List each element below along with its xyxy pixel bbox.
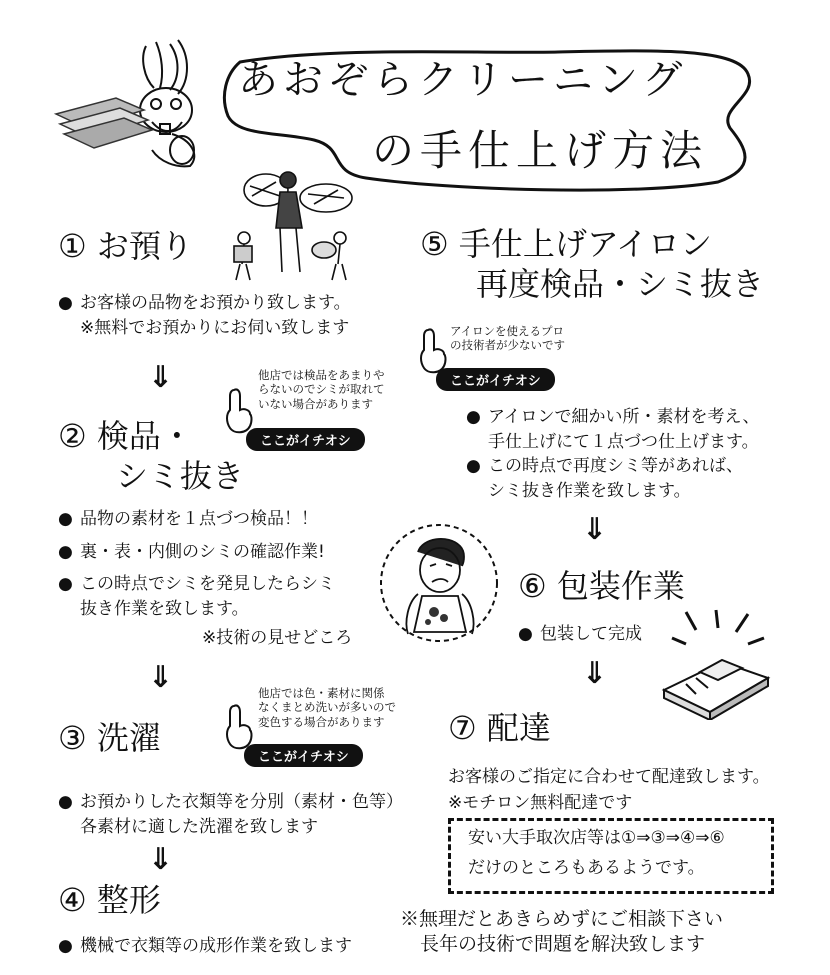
callout3-note-line2: の技術者が少ないです (450, 338, 565, 353)
step1-bullet-line2: ※無料でお預かりにお伺い致します (80, 317, 350, 338)
callout2-note-line1: 他店では色・素材に関係 (258, 686, 385, 700)
comparison-note-text (468, 824, 725, 884)
step1-heading: ① お預り (58, 227, 193, 265)
step5-bullet2-line2: シミ抜き作業を致します。 (488, 480, 691, 501)
step4-bullet-line1: 機械で衣類等の成形作業を致します (80, 936, 352, 956)
bullet-dot: ● (58, 293, 73, 313)
callout1-note-line2: らないのでシミが取れて (258, 382, 385, 397)
step5-heading-line2: 再度検品・シミ抜き (476, 265, 765, 303)
step2-heading-line1: ② 検品・ (58, 417, 193, 455)
callout1-note (258, 368, 385, 411)
flow-arrow-6-7: ⇓ (582, 656, 602, 691)
flow-arrow-5-6: ⇓ (582, 512, 602, 547)
step7-line2: ※モチロン無料配達です (448, 793, 633, 814)
step4-heading: ④ 整形 (58, 881, 161, 919)
bullet-dot: ● (518, 624, 533, 644)
step6-bullet-line1: 包装して完成 (540, 624, 642, 644)
comparison-note-line1: 安い大手取次店等は①⇒③⇒④⇒⑥ (468, 828, 725, 848)
step1-bullet (58, 291, 351, 340)
callout2-note (258, 686, 396, 729)
step5-heading-line1: ⑤ 手仕上げアイロン (420, 225, 712, 263)
bullet-dot: ● (466, 456, 481, 477)
bullet-dot: ● (466, 407, 481, 427)
bullet-dot: ● (58, 936, 73, 956)
bullet-dot: ● (58, 574, 73, 595)
bullet-dot: ● (58, 792, 73, 812)
comparison-note-line2: だけのところもあるようです。 (468, 857, 705, 878)
step2-extra: ※技術の見せどころ (202, 628, 353, 648)
step4-bullet (58, 934, 352, 959)
rabbit-mascot-icon (52, 38, 212, 168)
step2-bullet1: 品物の素材を１点づつ検品！！ (80, 509, 318, 529)
footer-line2: 長年の技術で問題を解決致します (420, 933, 706, 955)
worried-man-icon (378, 522, 500, 644)
step6-bullet (518, 622, 642, 647)
callout1-note-line3: いない場合があります (258, 396, 373, 411)
step3-bullet-line2: 各素材に適した洗濯を致します (80, 816, 318, 837)
step2-bullets (58, 507, 335, 622)
callout2-badge: ここがイチオシ (244, 744, 363, 767)
flow-arrow-3-4: ⇓ (148, 842, 168, 877)
step3-bullet-line1: お預かりした衣類等を分別（素材・色等） (80, 792, 403, 812)
step7-text (448, 764, 770, 817)
step6-heading: ⑥ 包装作業 (518, 567, 685, 605)
step1-bullet-line1: お客様の品物をお預かり致します。 (80, 293, 351, 313)
step5-bullet1-line1: アイロンで細かい所・素材を考え、 (488, 407, 760, 427)
step3-heading: ③ 洗濯 (58, 719, 161, 757)
footer-line1: ※無理だとあきらめずにご相談下さい (400, 908, 724, 930)
step5-bullet1-line2: 手仕上げにて１点づつ仕上げます。 (488, 431, 759, 452)
step7-heading: ⑦ 配達 (448, 709, 551, 747)
flow-arrow-2-3: ⇓ (148, 660, 168, 695)
bullet-dot: ● (58, 509, 73, 529)
step5-bullets (466, 405, 760, 504)
callout1-note-line1: 他店では検品をあまりや (258, 368, 385, 382)
callout2-note-line3: 変色する場合があります (258, 714, 385, 729)
folded-shirt-icon (656, 608, 776, 720)
bullet-dot: ● (58, 541, 73, 562)
step2-bullet3-line1: この時点でシミを発見したらシミ (80, 574, 335, 595)
page-title-line1: あおぞらクリーニング (238, 57, 688, 103)
step2-bullet3-line2: 抜き作業を致します。 (80, 598, 249, 619)
flow-arrow-1-2: ⇓ (148, 360, 168, 395)
step5-bullet2-line1: この時点で再度シミ等があれば、 (488, 456, 743, 477)
step2-bullet2: 裏・表・内側のシミの確認作業! (80, 541, 325, 562)
callout1-badge: ここがイチオシ (246, 428, 365, 451)
step2-heading-line2: シミ抜き (116, 457, 245, 495)
callout3-badge: ここがイチオシ (436, 368, 555, 391)
page-title-line2: の手仕上げ方法 (372, 126, 709, 175)
callout2-note-line2: なくまとめ洗いが多いので (258, 700, 396, 715)
callout3-note-line1: アイロンを使えるプロ (450, 324, 564, 338)
step5-heading (420, 224, 764, 304)
callout3-note (450, 324, 565, 353)
step3-bullet (58, 790, 403, 839)
step2-heading (58, 416, 244, 496)
step7-line1: お客様のご指定に合わせて配達致します。 (448, 767, 770, 787)
family-laundry-icon (228, 168, 360, 286)
